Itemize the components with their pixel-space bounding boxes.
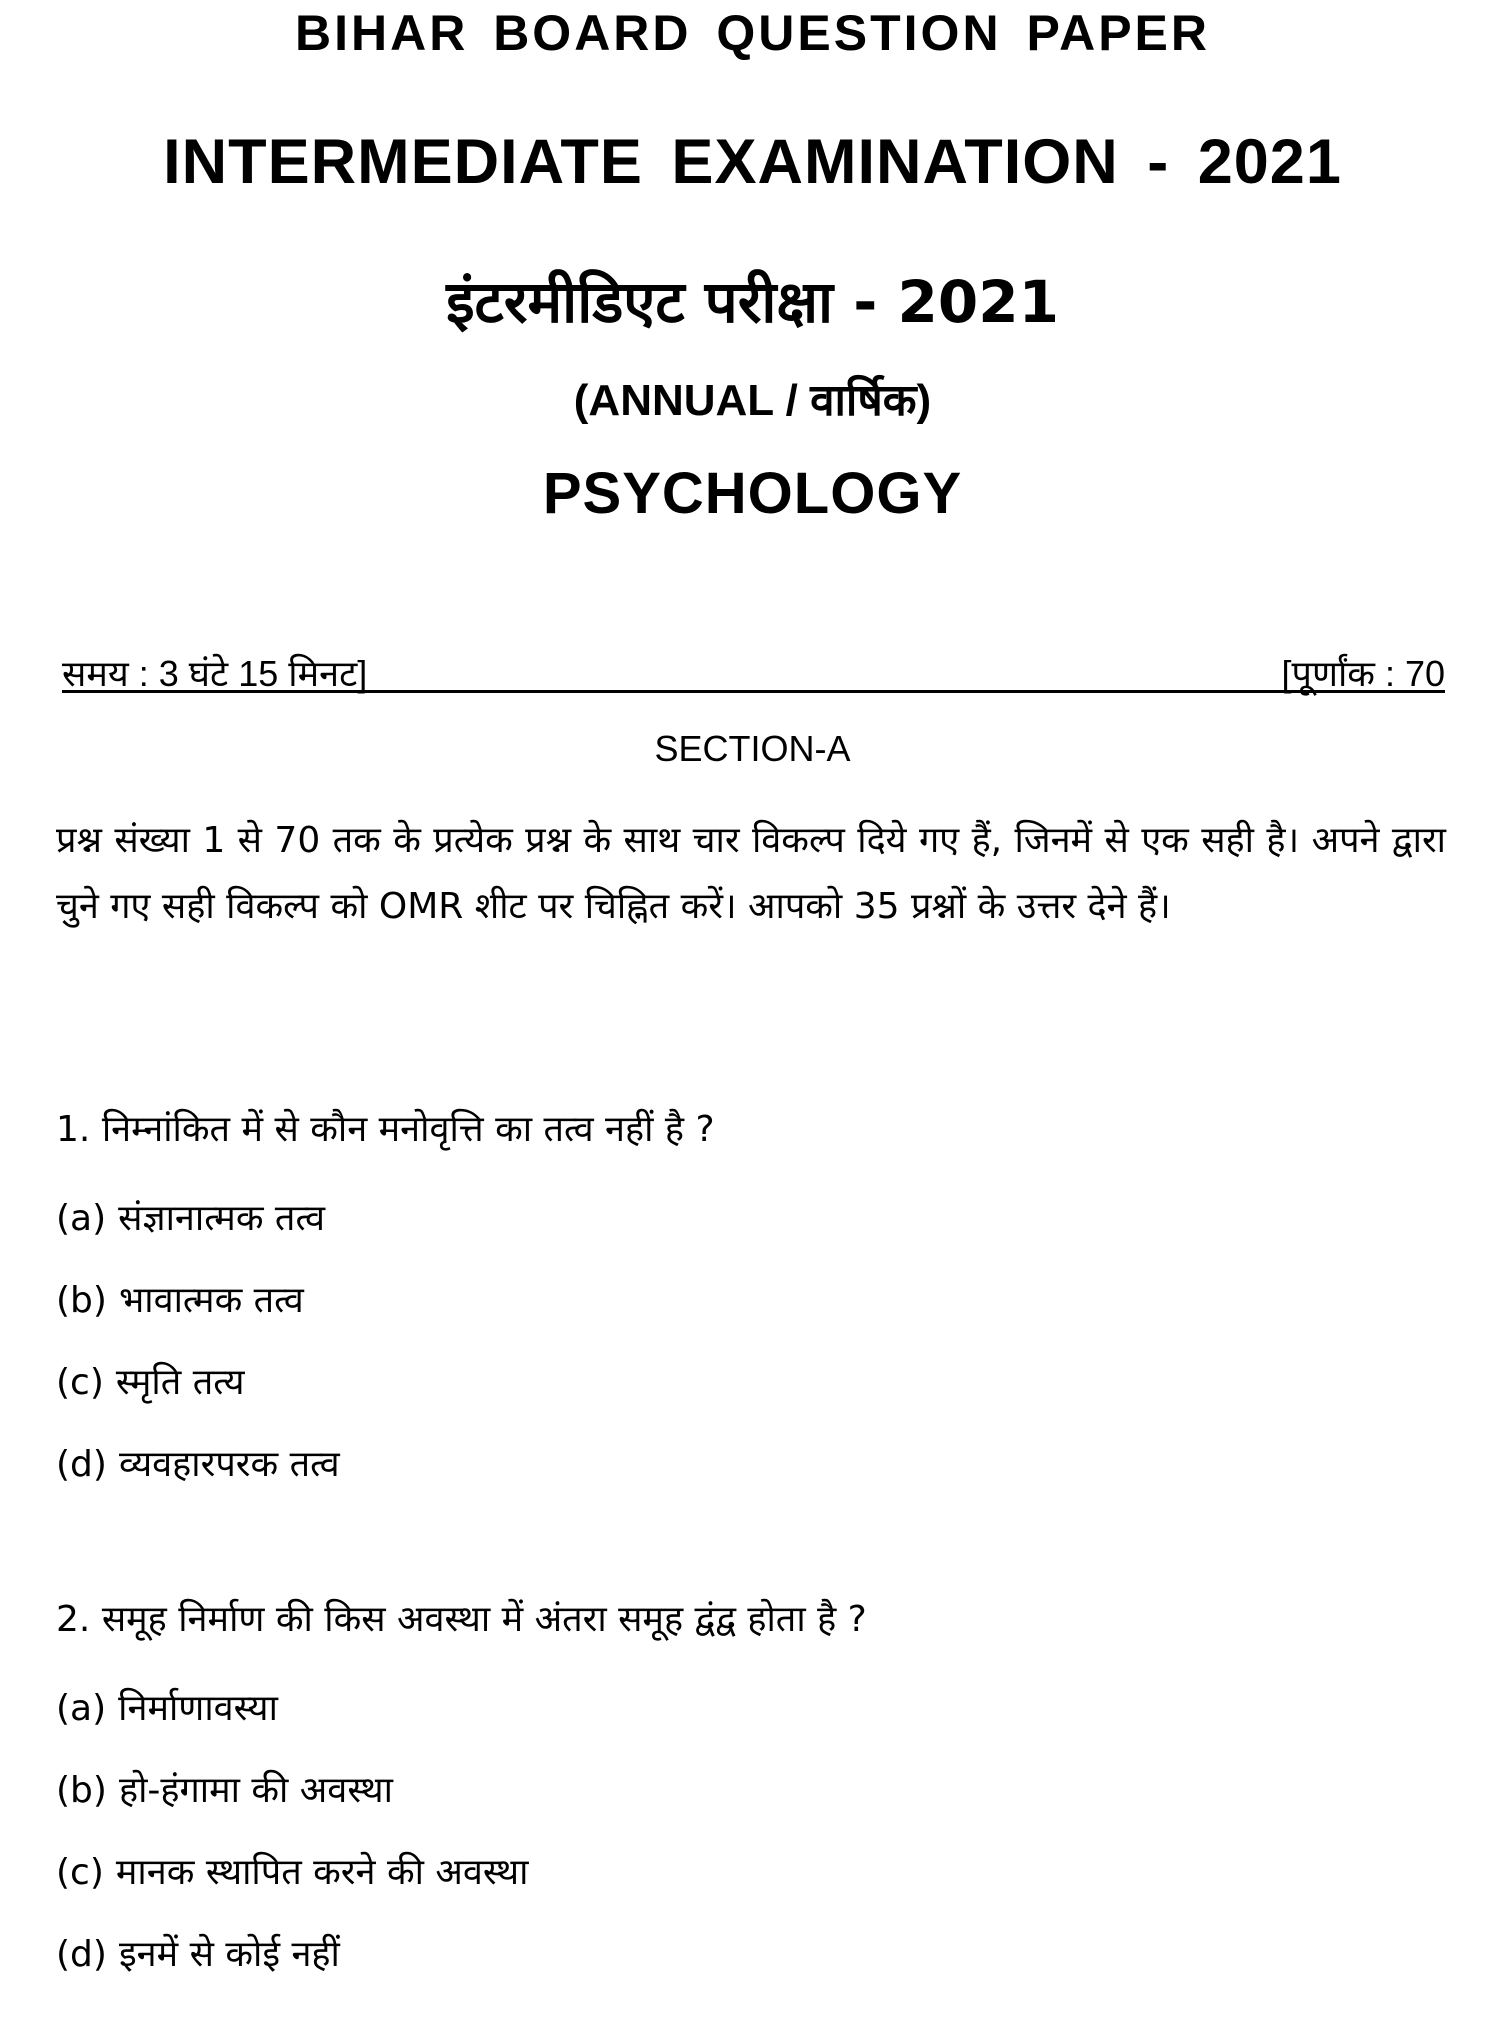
question-2 [56,1590,867,1996]
question-text: निम्नांकित में से कौन मनोवृत्ति का तत्व नहीं है ? [101,1109,715,1150]
section-instructions: प्रश्न संख्या 1 से 70 तक के प्रत्येक प्रश्न के साथ चार विकल्प दिये गए हैं, जिनमें से एक सही है। अपने द्वारा चुने गए सही विकल्प को OMR शीट पर चिह्नित करें। आपको 35 प्रश्नों के उत्तर देने हैं। [56,820,1446,927]
question-number: 1. [56,1109,91,1150]
question-number: 2. [56,1599,91,1640]
question-stem [56,1100,715,1160]
option-label: (a) [56,1198,107,1239]
option-text: संज्ञानात्मक तत्व [118,1198,326,1239]
option-label: (a) [56,1688,107,1729]
option-c [56,1832,867,1914]
question-text: समूह निर्माण की किस अवस्था में अंतरा समूह द्वंद्व होता है ? [101,1599,867,1640]
option-text: हो-हंगामा की अवस्था [118,1770,393,1811]
option-b [56,1750,867,1832]
option-d [56,1914,867,1996]
subject-title: PSYCHOLOGY [542,461,963,526]
full-marks: [पूर्णांक : 70 [1281,653,1445,694]
option-text: व्यवहारपरक तत्व [118,1444,340,1485]
exam-title-hindi: इंटरमीडिएट परीक्षा - 2021 [446,268,1059,336]
exam-meta-row [62,648,1445,693]
option-label: (c) [56,1362,104,1403]
option-text: निर्माणावस्या [118,1688,278,1729]
option-label: (c) [56,1852,104,1893]
time-allowed: समय : 3 घंटे 15 मिनट] [62,653,368,694]
question-options [56,1668,867,1996]
option-b [56,1260,715,1342]
question-options [56,1178,715,1506]
exam-session: (ANNUAL / वार्षिक) [573,376,932,425]
option-c [56,1342,715,1424]
option-label: (b) [56,1280,107,1321]
option-d [56,1424,715,1506]
option-text: स्मृति तत्य [115,1362,245,1403]
option-label: (d) [56,1934,107,1975]
board-title: BIHAR BOARD QUESTION PAPER [294,5,1210,61]
section-title: SECTION-A [654,728,851,769]
option-text: भावात्मक तत्व [118,1280,304,1321]
question-1 [56,1100,715,1506]
option-text: इनमें से कोई नहीं [118,1934,340,1975]
option-label: (b) [56,1770,107,1811]
option-a [56,1668,867,1750]
option-text: मानक स्थापित करने की अवस्था [115,1852,529,1893]
question-stem [56,1590,867,1650]
option-a [56,1178,715,1260]
exam-title: INTERMEDIATE EXAMINATION - 2021 [163,127,1342,197]
option-label: (d) [56,1444,107,1485]
